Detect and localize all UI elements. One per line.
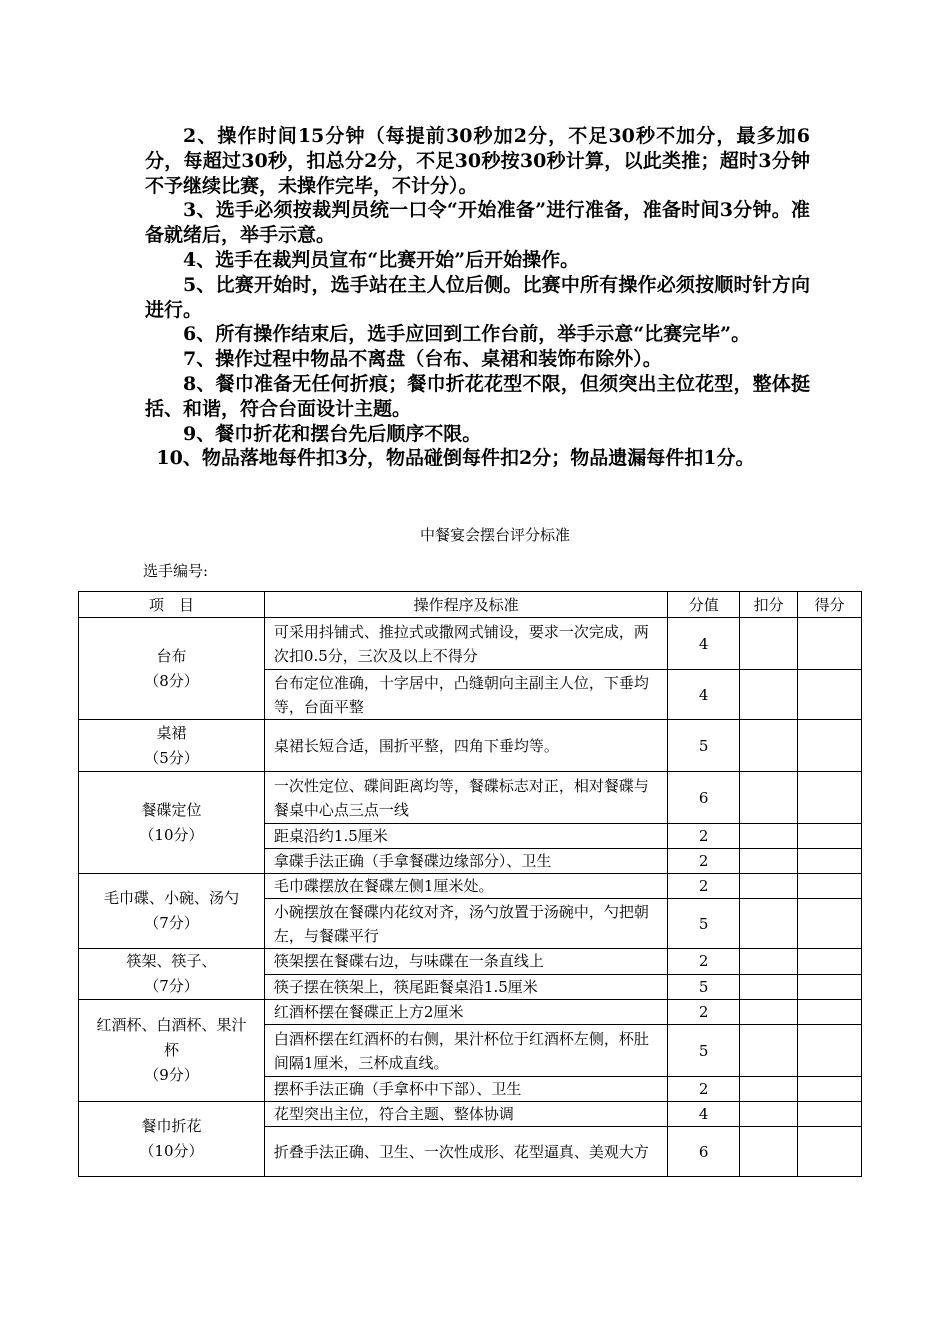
score-cell[interactable] <box>798 849 862 874</box>
points-cell: 2 <box>668 849 740 874</box>
points-cell: 5 <box>668 974 740 1000</box>
rule-4: 4、选手在裁判员宣布“比赛开始”后开始操作。 <box>183 248 580 271</box>
deduction-cell[interactable] <box>740 1102 798 1127</box>
header-deduction: 扣分 <box>740 592 798 618</box>
points-cell: 2 <box>668 824 740 849</box>
item-cell <box>79 772 265 874</box>
item-name: 餐巾折花 <box>141 1117 202 1135</box>
deduction-cell[interactable] <box>740 899 798 949</box>
standard-cell: 桌裙长短合适，围折平整，四角下垂均等。 <box>264 720 667 772</box>
points-cell: 6 <box>668 772 740 824</box>
standard-cell: 筷架摆在餐碟右边，与味碟在一条直线上 <box>264 949 667 975</box>
table-row <box>79 618 862 670</box>
table-row <box>79 874 862 899</box>
deduction-cell[interactable] <box>740 1000 798 1025</box>
rule-2: 2、操作时间15分钟（每提前30秒加2分，不足30秒不加分，最多加6分，每超过30秒，扣总分2分，不足30秒按30秒计算，以此类推；超时3分钟不予继续比赛，未操作完毕，不计分）。 <box>145 125 810 197</box>
item-points-total: （7分） <box>144 977 199 995</box>
deduction-cell[interactable] <box>740 670 798 720</box>
rule-3: 3、选手必须按裁判员统一口令“开始准备”进行准备，准备时间3分钟。准备就绪后，举手示意。 <box>145 199 810 247</box>
standard-cell: 台布定位准确，十字居中，凸缝朝向主副主人位，下垂均等，台面平整 <box>264 670 667 720</box>
item-points-total: （7分） <box>144 914 199 932</box>
item-points-total: （10分） <box>139 1142 204 1160</box>
points-cell: 5 <box>668 720 740 772</box>
item-cell <box>79 618 265 720</box>
item-points-total: （8分） <box>144 671 199 690</box>
points-cell: 4 <box>668 1102 740 1127</box>
item-name: 筷架、筷子、 <box>126 952 217 970</box>
table-row <box>79 720 862 772</box>
score-cell[interactable] <box>798 772 862 824</box>
deduction-cell[interactable] <box>740 824 798 849</box>
rule-5: 5、比赛开始时，选手站在主人位后侧。比赛中所有操作必须按顺时针方向进行。 <box>145 273 810 321</box>
player-number-label: 选手编号: <box>143 562 209 580</box>
score-cell[interactable] <box>798 1000 862 1025</box>
header-standard: 操作程序及标准 <box>264 592 667 618</box>
table-title: 中餐宴会摆台评分标准 <box>419 526 570 544</box>
points-cell: 2 <box>668 1000 740 1025</box>
deduction-cell[interactable] <box>740 949 798 975</box>
item-cell <box>79 1000 265 1102</box>
score-cell[interactable] <box>798 949 862 975</box>
deduction-cell[interactable] <box>740 720 798 772</box>
score-cell[interactable] <box>798 1077 862 1102</box>
points-cell: 4 <box>668 618 740 670</box>
standard-cell: 毛巾碟摆放在餐碟左侧1厘米处。 <box>264 874 667 899</box>
score-cell[interactable] <box>798 874 862 899</box>
score-cell[interactable] <box>798 1102 862 1127</box>
score-cell[interactable] <box>798 1127 862 1177</box>
item-cell <box>79 1102 265 1177</box>
score-cell[interactable] <box>798 824 862 849</box>
item-cell <box>79 949 265 1000</box>
standard-cell: 拿碟手法正确（手拿餐碟边缘部分）、卫生 <box>264 849 667 874</box>
standard-cell: 白酒杯摆在红酒杯的右侧，果汁杯位于红酒杯左侧，杯肚间隔1厘米，三杯成直线。 <box>264 1025 667 1077</box>
header-item: 项 目 <box>79 592 265 618</box>
table-row <box>79 772 862 824</box>
item-name: 毛巾碟、小碗、汤勺 <box>103 889 239 907</box>
deduction-cell[interactable] <box>740 874 798 899</box>
score-cell[interactable] <box>798 670 862 720</box>
points-cell: 2 <box>668 874 740 899</box>
rule-10: 10、物品落地每件扣3分，物品碰倒每件扣2分；物品遗漏每件扣1分。 <box>156 447 755 470</box>
deduction-cell[interactable] <box>740 974 798 1000</box>
standard-cell: 可采用抖铺式、推拉式或撒网式铺设，要求一次完成，两次扣0.5分，三次及以上不得分 <box>264 618 667 670</box>
item-name: 红酒杯、白酒杯、果汁杯 <box>96 1016 247 1059</box>
header-points: 分值 <box>668 592 740 618</box>
item-points-total: （5分） <box>144 748 199 767</box>
score-cell[interactable] <box>798 974 862 1000</box>
table-row <box>79 949 862 975</box>
deduction-cell[interactable] <box>740 849 798 874</box>
scoring-table <box>78 591 862 1177</box>
table-header-row <box>79 592 862 618</box>
deduction-cell[interactable] <box>740 1077 798 1102</box>
standard-cell: 摆杯手法正确（手拿杯中下部）、卫生 <box>264 1077 667 1102</box>
item-name: 餐碟定位 <box>141 800 202 819</box>
points-cell: 6 <box>668 1127 740 1177</box>
header-score: 得分 <box>798 592 862 618</box>
item-name: 桌裙 <box>156 723 187 742</box>
table-row <box>79 1000 862 1025</box>
standard-cell: 筷子摆在筷架上，筷尾距餐桌沿1.5厘米 <box>264 974 667 1000</box>
item-name: 台布 <box>156 646 187 665</box>
standard-cell: 小碗摆放在餐碟内花纹对齐，汤勺放置于汤碗中，勺把朝左，与餐碟平行 <box>264 899 667 949</box>
standard-cell: 一次性定位、碟间距离均等，餐碟标志对正，相对餐碟与餐桌中心点三点一线 <box>264 772 667 824</box>
deduction-cell[interactable] <box>740 1127 798 1177</box>
rule-6: 6、所有操作结束后，选手应回到工作台前，举手示意“比赛完毕”。 <box>183 323 751 346</box>
deduction-cell[interactable] <box>740 772 798 824</box>
standard-cell: 花型突出主位，符合主题、整体协调 <box>264 1102 667 1127</box>
rules-text <box>145 124 810 471</box>
score-cell[interactable] <box>798 618 862 670</box>
points-cell: 2 <box>668 949 740 975</box>
table-row <box>79 1102 862 1127</box>
rule-8: 8、餐巾准备无任何折痕；餐巾折花花型不限，但须突出主位花型，整体挺括、和谐，符合台面设计主题。 <box>145 372 810 420</box>
score-cell[interactable] <box>798 1025 862 1077</box>
deduction-cell[interactable] <box>740 618 798 670</box>
rule-7: 7、操作过程中物品不离盘（台布、桌裙和装饰布除外）。 <box>183 348 662 371</box>
score-cell[interactable] <box>798 899 862 949</box>
item-points-total: （9分） <box>144 1066 199 1084</box>
points-cell: 5 <box>668 899 740 949</box>
points-cell: 5 <box>668 1025 740 1077</box>
points-cell: 4 <box>668 670 740 720</box>
points-cell: 2 <box>668 1077 740 1102</box>
standard-cell: 折叠手法正确、卫生、一次性成形、花型逼真、美观大方 <box>264 1127 667 1177</box>
score-cell[interactable] <box>798 720 862 772</box>
item-cell <box>79 720 265 772</box>
item-cell <box>79 874 265 949</box>
standard-cell: 距桌沿约1.5厘米 <box>264 824 667 849</box>
standard-cell: 红酒杯摆在餐碟正上方2厘米 <box>264 1000 667 1025</box>
table-body <box>79 618 862 1177</box>
rule-9: 9、餐巾折花和摆台先后顺序不限。 <box>183 422 482 445</box>
deduction-cell[interactable] <box>740 1025 798 1077</box>
item-points-total: （10分） <box>139 825 204 844</box>
